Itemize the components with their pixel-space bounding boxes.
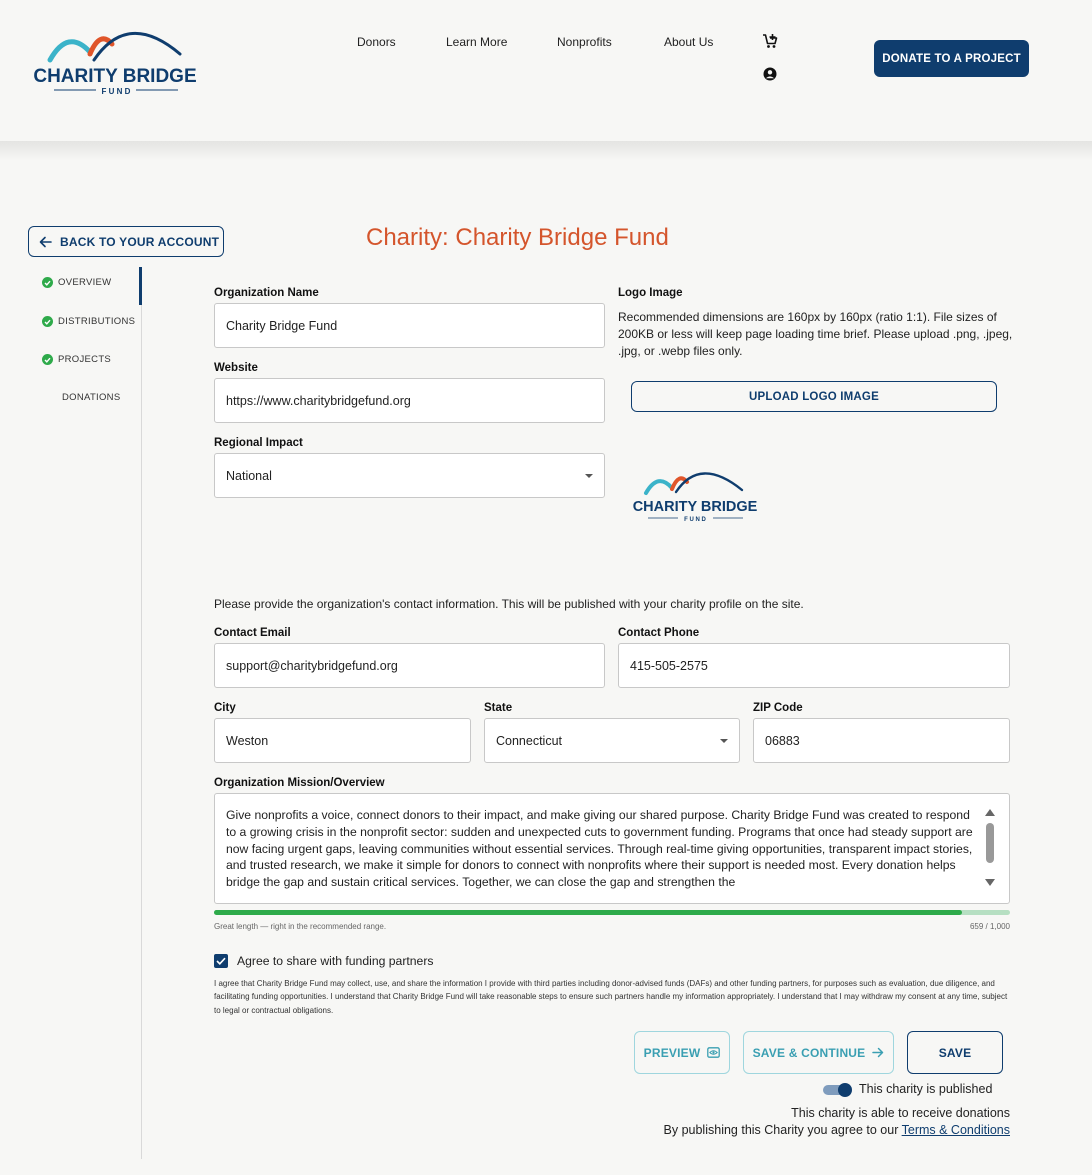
contact-phone-value: 415-505-2575 [630, 658, 708, 673]
contact-email-input[interactable] [214, 643, 605, 688]
agree-checkbox-label[interactable]: Agree to share with funding partners [237, 954, 434, 968]
sidebar-item-donations[interactable] [62, 392, 120, 403]
mission-length-progress-fill [214, 910, 962, 915]
logo-preview-wordmark: CHARITY BRIDGE [632, 499, 758, 515]
regional-impact-label: Regional Impact [214, 437, 303, 449]
zip-input[interactable] [753, 718, 1010, 763]
org-name-input[interactable] [214, 303, 605, 348]
logo-image-description: Recommended dimensions are 160px by 160px (ratio 1:1). File sizes of 200KB or less will keep page loading time brief. Please upload .png, .jpeg, .jpg, or .webp files only. [618, 310, 1013, 358]
zip-value: 06883 [765, 733, 800, 748]
logo-preview-image [628, 462, 763, 524]
preview-eye-icon [707, 1047, 720, 1058]
save-and-continue-button[interactable] [743, 1031, 894, 1074]
arrow-left-icon [39, 236, 52, 248]
sidebar-item-projects[interactable] [42, 354, 111, 365]
receive-donations-text: This charity is able to receive donations [791, 1106, 1010, 1120]
contact-phone-input[interactable] [618, 643, 1010, 688]
logo-image-label: Logo Image [618, 287, 683, 299]
published-toggle-label: This charity is published [859, 1082, 993, 1096]
org-name-value: Charity Bridge Fund [226, 318, 338, 333]
mission-char-count: 659 / 1,000 [969, 922, 1010, 931]
caret-down-icon [720, 739, 728, 743]
sidebar-item-distributions[interactable] [42, 316, 135, 327]
mission-label: Organization Mission/Overview [214, 777, 385, 789]
website-label: Website [214, 362, 258, 374]
check-circle-icon [42, 354, 53, 365]
sidebar-item-overview[interactable] [42, 277, 111, 288]
scroll-up-arrow-icon[interactable] [985, 809, 995, 816]
logo-preview-subtext: F U N D [684, 517, 706, 523]
sidebar-active-indicator [139, 267, 142, 305]
sidebar-divider [141, 267, 142, 1159]
caret-down-icon [585, 474, 593, 478]
nav-donors[interactable]: Donors [357, 35, 396, 49]
preview-button[interactable] [634, 1031, 730, 1074]
state-value: Connecticut [496, 733, 563, 748]
zip-label: ZIP Code [753, 702, 803, 714]
website-value: https://www.charitybridgefund.org [226, 393, 411, 408]
scroll-down-arrow-icon[interactable] [985, 879, 995, 886]
upload-logo-button[interactable]: UPLOAD LOGO IMAGE [631, 381, 997, 412]
sidebar-item-label: PROJECTS [58, 354, 112, 365]
back-button-label: BACK TO YOUR ACCOUNT [60, 234, 220, 249]
state-label: State [484, 702, 513, 714]
logo-wordmark: CHARITY BRIDGE [33, 66, 197, 87]
regional-impact-value: National [226, 468, 272, 483]
state-select[interactable] [484, 718, 740, 763]
contact-phone-label: Contact Phone [618, 627, 700, 639]
check-circle-icon [42, 316, 53, 327]
page-title: Charity: Charity Bridge Fund [366, 224, 669, 251]
sidebar-item-label: DISTRIBUTIONS [58, 316, 136, 327]
save-and-continue-label: SAVE & CONTINUE [752, 1045, 866, 1060]
published-toggle[interactable] [823, 1083, 853, 1097]
site-header [0, 0, 1092, 141]
back-to-account-button[interactable] [28, 226, 224, 257]
nav-learn-more[interactable]: Learn More [446, 35, 508, 49]
check-circle-icon [42, 277, 53, 288]
city-value: Weston [226, 733, 269, 748]
logo-subtext: F U N D [101, 87, 131, 96]
nav-nonprofits[interactable]: Nonprofits [557, 35, 612, 49]
header-shadow [0, 141, 1092, 161]
nav-about-us[interactable]: About Us [664, 35, 714, 49]
preview-button-label: PREVIEW [643, 1045, 701, 1060]
sidebar-item-label: OVERVIEW [58, 277, 112, 288]
save-button[interactable] [907, 1031, 1003, 1074]
agree-consent-text: I agree that Charity Bridge Fund may collect, use, and share the information I provide with third parties including donor-advised funds (DAFs) and other funding partners, for purposes such as evaluation, due diligence, and facilitating funding opportunities. I understand that Charity Bridge Fund will take reasonable steps to ensure such partners handle my information appropriately. I understand that I may withdraw my consent at any time, subject to legal or contractual obligations. [214, 979, 1008, 1015]
mission-length-hint: Great length — right in the recommended range. [214, 922, 387, 931]
website-input[interactable] [214, 378, 605, 423]
mission-length-progress [214, 910, 1010, 915]
agree-checkbox[interactable] [214, 954, 228, 968]
toggle-knob [838, 1083, 852, 1097]
contact-info-note: Please provide the organization's contact information. This will be published with your charity profile on the site. [214, 597, 804, 611]
charity-bridge-logo[interactable] [28, 20, 208, 100]
user-account-icon[interactable] [763, 67, 777, 81]
city-input[interactable] [214, 718, 471, 763]
city-label: City [214, 702, 236, 714]
terms-agreement-line [600, 1123, 1010, 1137]
arrow-right-icon [872, 1047, 884, 1058]
terms-conditions-link[interactable]: Terms & Conditions [901, 1123, 1010, 1137]
terms-prefix: By publishing this Charity you agree to our [663, 1123, 902, 1137]
checkmark-icon [216, 957, 226, 965]
mission-scrollbar-thumb[interactable] [986, 823, 994, 863]
sidebar-item-label: DONATIONS [62, 392, 121, 403]
donate-to-project-button[interactable]: DONATE TO A PROJECT [874, 40, 1029, 77]
org-name-label: Organization Name [214, 287, 319, 299]
mission-textarea[interactable]: Give nonprofits a voice, connect donors to their impact, and make giving our shared purpose. Charity Bridge Fund was created to respond to a growing crisis in the nonprofit sector: sudden and unexpected cuts to government funding. Programs that once had steady support are now facing urgent gaps, leaving communities without essential services. Through real-time giving opportunities, transparent impact stories, and trusted research, we make it simple for donors to connect with nonprofits where their support is needed most. Every donation helps bridge the gap and sustain critical services. Together, we can close the gap and strengthen the [214, 793, 1010, 904]
save-button-label: SAVE [938, 1045, 972, 1060]
regional-impact-select[interactable] [214, 453, 605, 498]
contact-email-label: Contact Email [214, 627, 291, 639]
contact-email-value: support@charitybridgefund.org [226, 658, 398, 673]
cart-icon[interactable] [762, 33, 778, 49]
